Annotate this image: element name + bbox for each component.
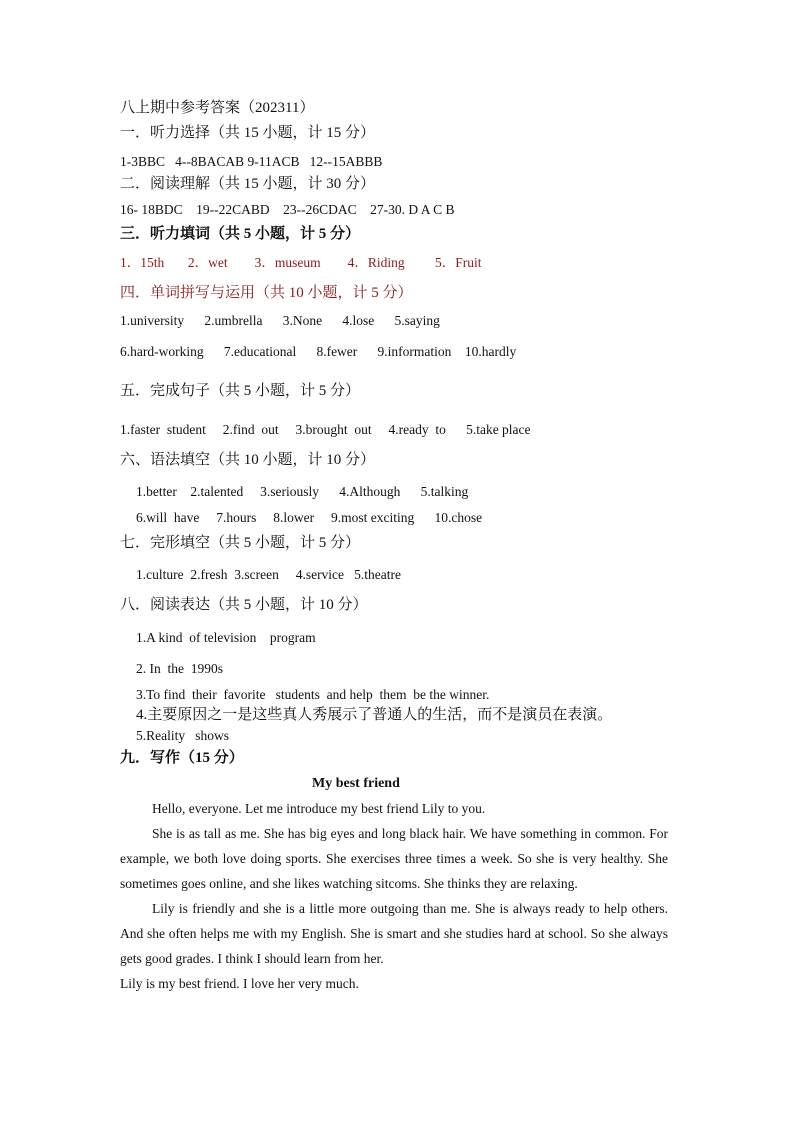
- section-4-answers-line-1: 1.university 2.umbrella 3.None 4.lose 5.saying: [120, 313, 440, 328]
- section-4-heading: 四．单词拼写与运用（共 10 小题，计 5 分）: [120, 285, 413, 301]
- section-2-answers: 16- 18BDC 19--22CABD 23--26CDAC 27-30. D A C B: [120, 202, 455, 217]
- section-5-heading: 五．完成句子（共 5 小题，计 5 分）: [120, 383, 361, 399]
- section-4-answers-line-2: 6.hard-working 7.educational 8.fewer 9.information 10.hardly: [120, 344, 517, 359]
- section-2-heading: 二．阅读理解（共 15 小题，计 30 分）: [120, 176, 376, 192]
- section-6-heading: 六、语法填空（共 10 小题，计 10 分）: [120, 452, 376, 468]
- section-6-answers-line-2: 6.will have 7.hours 8.lower 9.most exciting 10.chose: [136, 510, 483, 525]
- essay-body: [120, 796, 668, 996]
- section-1-heading: 一．听力选择（共 15 小题，计 15 分）: [120, 125, 376, 141]
- section-9-heading: 九．写作（15 分）: [120, 750, 244, 766]
- section-8-answer-1: 1.A kind of television program: [136, 630, 316, 645]
- section-8-answer-5: 5.Reality shows: [136, 728, 229, 743]
- essay-paragraph-3: Lily is friendly and she is a little more outgoing than me. She is always ready to help others. And she often helps me with my English. She is smart and she studies hard at school. So she always gets good grades. I think I should learn from her.: [120, 901, 668, 966]
- section-8-answer-2: 2. In the 1990s: [136, 661, 223, 676]
- section-3-heading: 三．听力填词（共 5 小题，计 5 分）: [120, 226, 361, 242]
- section-7-heading: 七．完形填空（共 5 小题，计 5 分）: [120, 535, 361, 551]
- section-5-answers: 1.faster student 2.find out 3.brought out 4.ready to 5.take place: [120, 422, 531, 437]
- document-title: 八上期中参考答案（202311）: [120, 100, 315, 116]
- section-8-answer-4: 4.主要原因之一是这些真人秀展示了普通人的生活，而不是演员在表演。: [136, 707, 613, 723]
- section-6-answers-line-1: 1.better 2.talented 3.seriously 4.Although 5.talking: [136, 484, 469, 499]
- section-7-answers: 1.culture 2.fresh 3.screen 4.service 5.theatre: [136, 567, 402, 582]
- essay-title: My best friend: [312, 776, 400, 791]
- section-3-answers: 1．15th 2．wet 3．museum 4．Riding 5．Fruit: [120, 255, 482, 270]
- essay-paragraph-1: Hello, everyone. Let me introduce my best friend Lily to you.: [152, 801, 486, 816]
- section-1-answers: 1-3BBC 4--8BACAB 9-11ACB 12--15ABBB: [120, 154, 383, 169]
- section-8-answer-3: 3.To find their favorite students and help them be the winner.: [136, 687, 490, 702]
- section-8-heading: 八．阅读表达（共 5 小题，计 10 分）: [120, 597, 368, 613]
- essay-paragraph-2: She is as tall as me. She has big eyes and long black hair. We have something in common. For example, we both love doing sports. She exercises three times a week. So she is very healthy. She sometimes goes online, and she likes watching sitcoms. She thinks they are relaxing.: [120, 826, 668, 891]
- essay-paragraph-4: Lily is my best friend. I love her very much.: [120, 976, 359, 991]
